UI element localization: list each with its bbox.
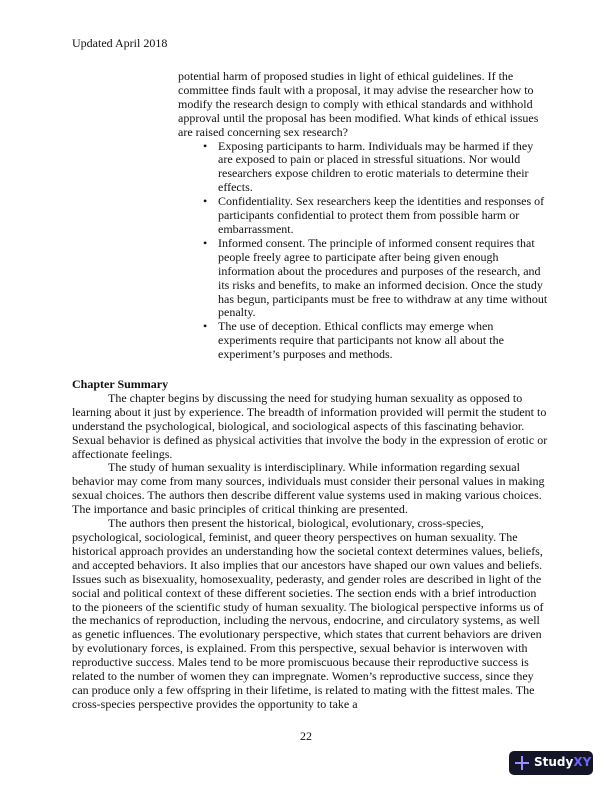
list-item-text: Informed consent. The principle of informed consent requires that people freely agree to participate after being given enough information about the procedures and purposes of the research, and its risks and benefits, to make an informed decision. Once the study has begun, participants must be free to withdraw at any time without penalty. [218,235,548,320]
list-item-text: Confidentiality. Sex researchers keep the identities and responses of participants confidential to protect them from possible harm or embarrassment. [218,194,545,236]
bullet-icon: • [203,319,208,334]
ethical-issues-list [178,140,548,363]
ethics-review-section [178,70,548,362]
chapter-summary-section [72,378,548,712]
page-header: Updated April 2018 [72,36,168,50]
bullet-icon: • [203,235,208,250]
brand-name-part1: Study [534,755,574,770]
section-heading: Chapter Summary [72,377,169,391]
list-item [178,237,548,320]
list-item-text: Exposing participants to harm. Individuals may be harmed if they are exposed to pain or placed in stressful situations. Nor would researchers expose children to erotic materials to determine their effects. [218,138,534,195]
ethics-intro-paragraph: potential harm of proposed studies in light of ethical guidelines. If the committee finds fault with a proposal, it may advise the researcher how to modify the research design to comply with ethical standards and withhold approval until the proposal has been modified. What kinds of ethical issues are raised concerning sex research? [178,69,539,139]
page-number: 22 [300,729,312,743]
brand-name-part2: XY [573,755,592,770]
list-item [178,140,548,196]
bullet-icon: • [203,194,208,209]
studyxy-watermark-button[interactable] [509,751,593,775]
list-item [178,195,548,237]
plus-icon [515,756,529,770]
summary-paragraph: The study of human sexuality is interdisciplinary. While information regarding sexual behavior may come from many sources, individuals must consider their personal values in making sexual choices. The authors then describe different value systems used in making various choices. The importance and basic principles of critical thinking are presented. [72,460,545,517]
list-item-text: The use of deception. Ethical conflicts may emerge when experiments require that participants not know all about the experiment’s purposes and methods. [218,319,504,362]
bullet-icon: • [203,138,208,153]
summary-paragraph: The chapter begins by discussing the need for studying human sexuality as opposed to learning about it just by experience. The breadth of information provided will permit the student to understand the psychological, biological, and sociological aspects of this fascinating behavior. Sexual behavior is defined as physical activities that involve the body in the expression of erotic or affectionate feelings. [72,390,548,461]
summary-paragraph: The authors then present the historical, biological, evolutionary, cross-species, psychological, sociological, feminist, and queer theory perspectives on human sexuality. The historical approach provides an understanding how the societal context determines values, beliefs, and accepted behaviors. It also implies that our ancestors have shaped our own values and beliefs. Issues such as bisexuality, homosexuality, pederasty, and gender roles are described in light of the social and political context of these different societies. The section ends with a brief introduction to the pioneers of the scientific study of human sexuality. The biological perspective informs us of the mechanics of reproduction, including the nervous, endocrine, and circulatory systems, as well as genetic influences. The evolutionary perspective, which states that current behaviors are driven by evolutionary forces, is explained. From this perspective, sexual behavior is interwoven with reproductive success. Males tend to be more promiscuous because their reproductive success is related to the number of women they can impregnate. Women’s reproductive success, since they can produce only a few offspring in their lifetime, is related to mating with the fittest males. The cross-species perspective provides the opportunity to take a [72,516,544,711]
list-item [178,320,548,362]
